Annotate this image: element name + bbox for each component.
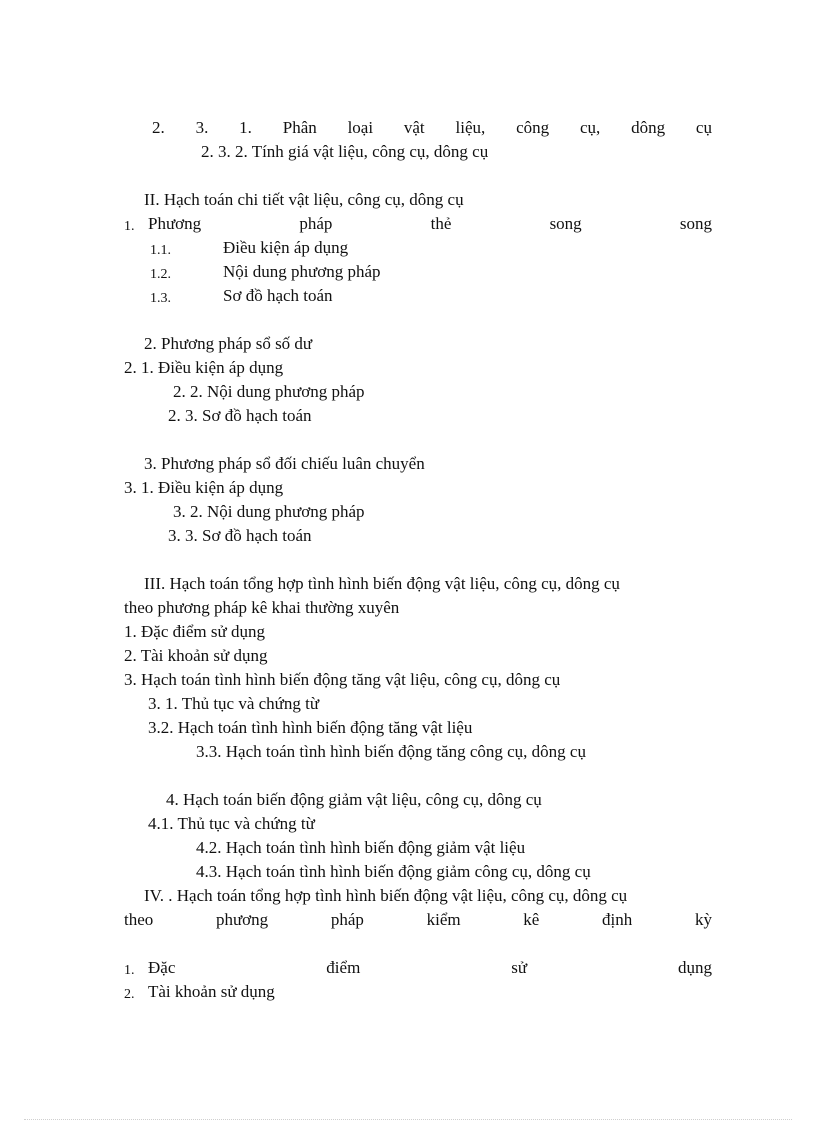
toc-line-iv-1 bbox=[148, 957, 712, 979]
toc-line-3-3: 3. 3. Sơ đồ hạch toán bbox=[168, 526, 312, 545]
list-number: 1. bbox=[124, 963, 135, 978]
toc-line-2-3-2: 2. 3. 2. Tính giá vật liệu, công cụ, dông cụ bbox=[201, 142, 489, 161]
toc-line-3-1: 3. 1. Điều kiện áp dụng bbox=[124, 478, 284, 497]
toc-line-iii-3: 3. Hạch toán tình hình biến động tăng vật liệu, công cụ, dông cụ bbox=[124, 670, 561, 689]
word: song bbox=[679, 214, 712, 233]
word: dụng bbox=[677, 958, 712, 977]
word: pháp bbox=[330, 910, 364, 929]
toc-line-iii-2: 2. Tài khoản sử dụng bbox=[124, 646, 268, 665]
word: sử bbox=[511, 958, 528, 977]
word: Đặc bbox=[148, 958, 176, 977]
word: pháp bbox=[299, 214, 333, 233]
word: phương bbox=[215, 910, 269, 929]
toc-line-2-1: 2. 1. Điều kiện áp dụng bbox=[124, 358, 284, 377]
word: kê bbox=[523, 910, 540, 929]
toc-line-2-3: 2. 3. Sơ đồ hạch toán bbox=[168, 406, 312, 425]
toc-line-iv-2: Tài khoản sử dụng bbox=[148, 982, 275, 1001]
toc-line-1-2: Nội dung phương pháp bbox=[223, 262, 381, 281]
toc-line-1-1: Điều kiện áp dụng bbox=[223, 238, 349, 257]
list-number: 2. bbox=[124, 987, 135, 1002]
word: thẻ bbox=[430, 214, 452, 233]
word: 3. bbox=[195, 118, 209, 137]
section-ii-heading: II. Hạch toán chi tiết vật liệu, công cụ, dông cụ bbox=[144, 190, 464, 209]
toc-line-iii-4: 4. Hạch toán biến động giảm vật liệu, công cụ, dông cụ bbox=[166, 790, 542, 809]
word: cụ, bbox=[579, 118, 601, 137]
toc-line-3-2: 3. 2. Nội dung phương pháp bbox=[173, 502, 365, 521]
toc-line-iii-4-3: 4.3. Hạch toán tình hình biến động giảm công cụ, dông cụ bbox=[196, 862, 591, 881]
word: Phương bbox=[148, 214, 202, 233]
toc-line-iii-3-3: 3.3. Hạch toán tình hình biến động tăng công cụ, dông cụ bbox=[196, 742, 586, 761]
word: song bbox=[549, 214, 582, 233]
section-iii-heading-cont: theo phương pháp kê khai thường xuyên bbox=[124, 598, 400, 617]
word: liệu, bbox=[455, 118, 486, 137]
toc-line-3: 3. Phương pháp sổ đối chiếu luân chuyển bbox=[144, 454, 425, 473]
word: định bbox=[602, 910, 633, 929]
toc-line-iii-3-2: 3.2. Hạch toán tình hình biến động tăng vật liệu bbox=[148, 718, 473, 737]
section-iv-heading-cont bbox=[124, 909, 712, 931]
word: loại bbox=[347, 118, 374, 137]
word: Phân bbox=[282, 118, 317, 137]
toc-line-1 bbox=[148, 213, 712, 235]
toc-line-1-3: Sơ đồ hạch toán bbox=[223, 286, 333, 305]
toc-line-2-2: 2. 2. Nội dung phương pháp bbox=[173, 382, 365, 401]
word: theo bbox=[124, 910, 154, 929]
word: dông bbox=[631, 118, 666, 137]
word: kiểm bbox=[426, 910, 461, 929]
toc-line-2: 2. Phương pháp sổ số dư bbox=[144, 334, 313, 353]
toc-line-iii-3-1: 3. 1. Thủ tục và chứng từ bbox=[148, 694, 320, 713]
word: điểm bbox=[326, 958, 361, 977]
toc-line-iii-4-1: 4.1. Thủ tục và chứng từ bbox=[148, 814, 315, 833]
list-number: 1.1. bbox=[150, 243, 171, 258]
word: công bbox=[516, 118, 550, 137]
word: 1. bbox=[239, 118, 252, 137]
toc-line-iii-4-2: 4.2. Hạch toán tình hình biến động giảm vật liệu bbox=[196, 838, 526, 857]
toc-line-2-3-1 bbox=[152, 117, 712, 139]
list-number: 1.3. bbox=[150, 291, 171, 306]
section-iii-heading: III. Hạch toán tổng hợp tình hình biến động vật liệu, công cụ, dông cụ bbox=[144, 574, 620, 593]
word: vật bbox=[403, 118, 425, 137]
page-bottom-rule bbox=[24, 1119, 792, 1120]
list-number: 1. bbox=[124, 219, 135, 234]
word: 2. bbox=[152, 118, 165, 137]
section-iv-heading: IV. . Hạch toán tổng hợp tình hình biến động vật liệu, công cụ, dông cụ bbox=[144, 886, 628, 905]
list-number: 1.2. bbox=[150, 267, 171, 282]
toc-line-iii-1: 1. Đặc điểm sử dụng bbox=[124, 622, 265, 641]
word: cụ bbox=[695, 118, 712, 137]
word: kỳ bbox=[694, 910, 712, 929]
